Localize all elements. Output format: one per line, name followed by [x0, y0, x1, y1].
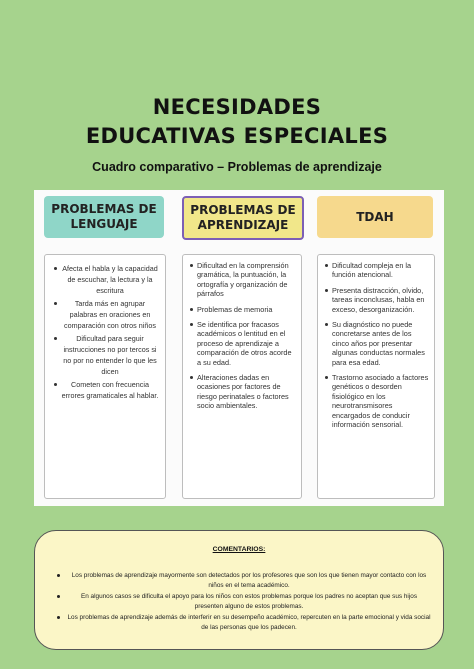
header-tdah: TDAH — [317, 196, 433, 238]
page-subtitle: Cuadro comparativo – Problemas de aprendizaje — [92, 160, 382, 174]
list-item: Problemas de memoria — [197, 305, 297, 314]
list-item: Cometen con frecuencia errores gramaticales al hablar. — [61, 380, 159, 400]
comment-item: En algunos casos se dificulta el apoyo para los niños con estos problemas porque los padres no aceptan que sus hijos presenten alguno de estos problemas. — [53, 592, 431, 611]
comments-title: COMENTARIOS: — [212, 546, 266, 553]
comparison-panel — [34, 190, 444, 506]
list-item: Afecta el habla y la capacidad de escuchar, la lectura y la escritura — [62, 264, 158, 295]
list-item: Dificultad en la comprensión gramática, la puntuación, la ortografía y organización de párrafos — [197, 261, 297, 299]
title-line-1: NECESIDADES — [152, 95, 322, 119]
title-line-2: EDUCATIVAS ESPECIALES — [85, 124, 389, 148]
header-aprendizaje: PROBLEMAS DE APRENDIZAJE — [182, 196, 304, 240]
page-title — [0, 93, 474, 151]
column-tdah — [317, 254, 435, 499]
header-lenguaje: PROBLEMAS DE LENGUAJE — [44, 196, 164, 238]
column-aprendizaje — [182, 254, 302, 499]
list-item: Dificultad compleja en la función atencional. — [332, 261, 430, 280]
comment-item: Los problemas de aprendizaje mayormente son detectados por los profesores que son los que tienen mayor contacto con los niños en el tema académico. — [53, 571, 431, 590]
list-item: Presenta distracción, olvido, tareas inconclusas, habla en exceso, desorganización. — [332, 286, 430, 314]
comment-item: Los problemas de aprendizaje además de interferir en su desempeño académico, repercuten en la parte emocional y vida social de las personas que los padecen. — [53, 613, 431, 632]
comments-box — [34, 530, 444, 650]
column-lenguaje — [44, 254, 166, 499]
list-item: Tarda más en agrupar palabras en oraciones en comparación con otros niños — [61, 298, 159, 331]
list-item: Dificultad para seguir instrucciones no por tercos si no por no entender lo que les dicen — [61, 333, 159, 377]
list-item: Se identifica por fracasos académicos o lentitud en el proceso de aprendizaje a comparación de otros acorde a su edad. — [197, 320, 297, 367]
list-item: Su diagnóstico no puede concretarse antes de los cinco años por presentar algunas conductas normales para esa edad. — [332, 320, 430, 367]
list-item: Alteraciones dadas en ocasiones por factores de riesgo perinatales o factores socio ambientales. — [197, 373, 297, 411]
list-item: Trastorno asociado a factores genéticos o desorden fisiológico en los neurotransmisores encargados de conducir información sensorial. — [332, 373, 429, 430]
